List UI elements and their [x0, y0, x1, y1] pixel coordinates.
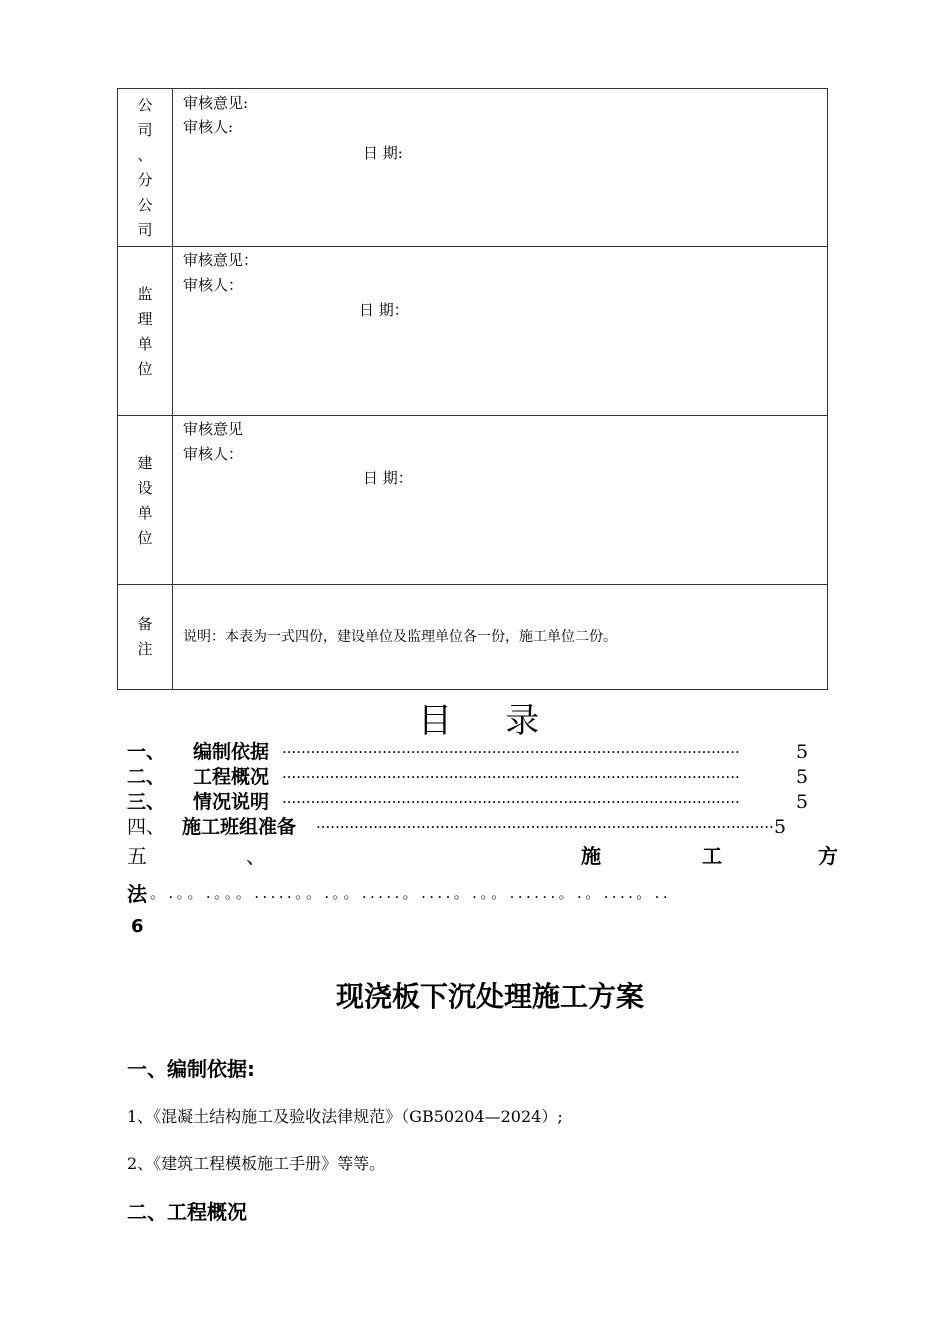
review-date: 日 期: — [363, 144, 403, 162]
reviewer: 审核人: — [183, 118, 234, 136]
section-title: 现浇板下沉处理施工方案 — [335, 980, 644, 1013]
label-remark-text: 备 注 — [137, 615, 153, 658]
review-date: 日 期： — [359, 301, 409, 319]
paragraph: 1、《混凝土结构施工及验收法律规范》（GB50204—2024）; — [127, 1107, 563, 1126]
review-opinion: 审核意见 — [183, 420, 244, 438]
toc-item-3[interactable] — [0, 790, 950, 814]
remark-text: 说明：本表为一式四份，建设单位及监理单位各一份，施工单位二份。 — [183, 629, 617, 645]
toc-item-char: 方 — [818, 844, 838, 868]
toc-item-char: 施 — [581, 844, 601, 868]
toc-item-number: 三、 — [127, 791, 166, 813]
toc-item-page: 5 — [774, 816, 787, 838]
toc-leader-dots: ································································································ — [282, 768, 740, 786]
toc-item-label: 编制依据 — [193, 741, 270, 763]
toc-item-page: 5 — [796, 791, 809, 813]
toc-item-label: 情况说明 — [193, 791, 270, 813]
toc-item-2[interactable] — [0, 765, 950, 789]
label-owner — [118, 416, 173, 585]
toc-item-4[interactable] — [0, 815, 950, 839]
reviewer: 审核人： — [183, 445, 244, 463]
paragraph: 2、《建筑工程模板施工手册》等等。 — [127, 1154, 386, 1173]
toc-leader-dots: ································································································ — [316, 818, 774, 836]
company-review-cell — [173, 89, 828, 247]
label-remark — [118, 585, 173, 690]
toc-item-page: 6 — [131, 916, 144, 937]
toc-item-number: 四、 — [127, 816, 166, 838]
toc-item-page: 5 — [796, 741, 809, 763]
toc-item-page: 5 — [796, 766, 809, 788]
toc-leader-dots: ································································································ — [282, 743, 740, 761]
toc-item-char: 法 — [127, 882, 147, 906]
toc-title: 目 录 — [418, 701, 542, 741]
toc-item-number: 二、 — [127, 766, 166, 788]
toc-item-5[interactable] — [0, 840, 950, 940]
review-opinion: 审核意见: — [183, 94, 249, 112]
owner-review-cell — [173, 416, 828, 585]
remark-cell — [173, 585, 828, 690]
toc-item-separator: 、 — [246, 844, 266, 868]
label-supervisor-text: 监 理 单 位 — [137, 285, 153, 378]
supervisor-review-cell — [173, 247, 828, 416]
review-opinion: 审核意见： — [183, 251, 259, 269]
toc-item-number: 一、 — [127, 741, 166, 763]
toc-leader-dots: 。.。。.。。。.....。。.。。.....。....。.。。......。.。....。.. — [150, 884, 672, 902]
section-heading: 一、编制依据: — [127, 1057, 255, 1081]
reviewer: 审核人： — [183, 276, 244, 294]
toc-leader-dots: ································································································ — [282, 793, 740, 811]
toc-item-label: 工程概况 — [193, 766, 270, 788]
toc-item-char: 工 — [702, 844, 722, 868]
label-company-text: 公 司 、 分 公 司 — [137, 96, 153, 239]
section-heading: 二、工程概况 — [127, 1200, 247, 1224]
label-supervisor — [118, 247, 173, 416]
toc-item-label: 施工班组准备 — [182, 816, 297, 838]
toc-item-number: 五 — [127, 844, 147, 868]
approval-table — [117, 88, 828, 690]
review-date: 日 期： — [363, 469, 413, 487]
label-company — [118, 89, 173, 247]
toc-item-1[interactable] — [0, 740, 950, 764]
label-owner-text: 建 设 单 位 — [137, 454, 153, 547]
